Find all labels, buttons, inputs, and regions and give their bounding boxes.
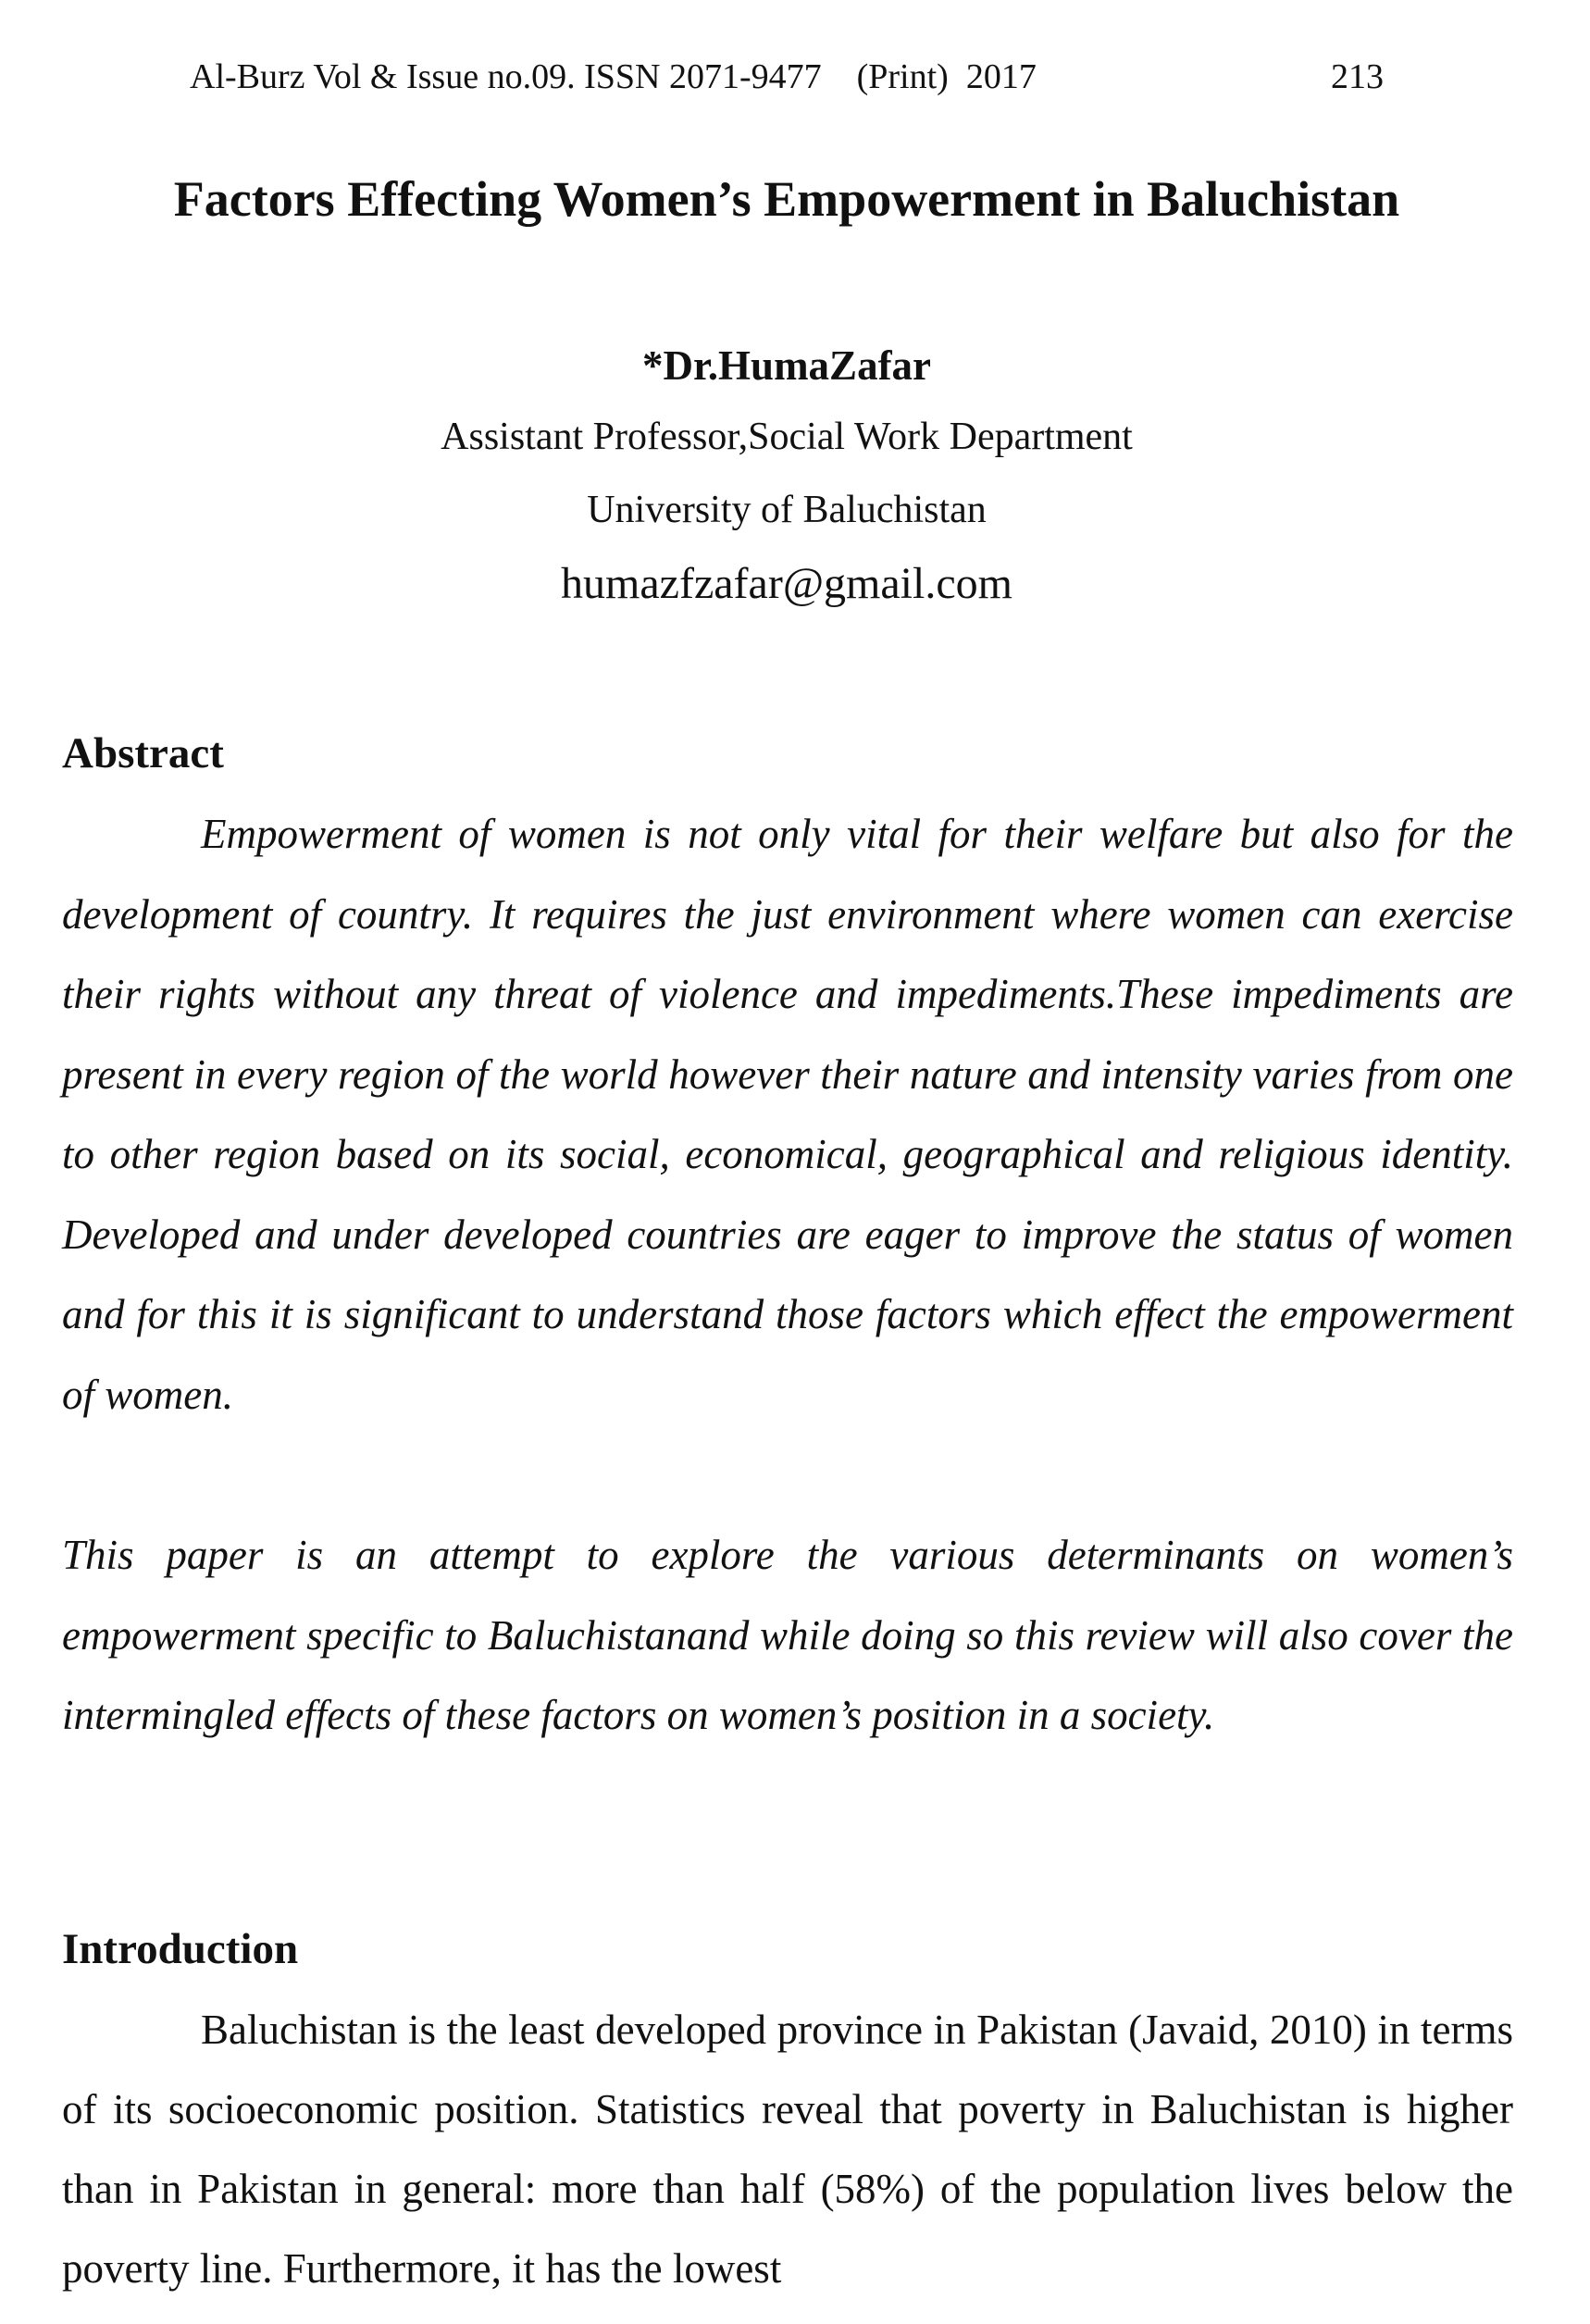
author-institution: University of Baluchistan <box>587 489 987 531</box>
abstract-heading: Abstract <box>62 729 224 777</box>
running-header <box>190 54 1384 100</box>
page-number: 213 <box>1331 57 1384 96</box>
abstract-paragraph: This paper is an attempt to explore the various determinants on women’s empowerment specific to Baluchistanand while doing so this review will also cover the intermingled effects of these factors on women’s position in a society. <box>62 1532 1513 1738</box>
author-email: humazfzafar@gmail.com <box>561 559 1012 608</box>
paper-title: Factors Effecting Women’s Empowerment in Baluchistan <box>173 171 1400 227</box>
abstract-paragraph: Empowerment of women is not only vital for their welfare but also for the development of country. It requires the just environment where women can exercise their rights without any threat of violence and impediments.These impediments are present in every region of the world however their nature and intensity varies from one to other region based on its social, economical, geographical and religious identity. Developed and under developed countries are eager to improve the status of women and for this it is significant to understand those factors which effect the empowerment of women. <box>62 811 1513 1418</box>
author-position: Assistant Professor,Social Work Department <box>441 416 1133 458</box>
introduction-heading: Introduction <box>62 1925 299 1973</box>
author-block <box>148 338 1425 621</box>
introduction-paragraph: Baluchistan is the least developed province in Pakistan (Javaid, 2010) in terms of its socioeconomic position. Statistics reveal that poverty in Baluchistan is higher than in Pakistan in general: more than half (58%) of the population lives below the poverty line. Furthermore, it has the lowest <box>62 2007 1513 2292</box>
journal-citation: Al-Burz Vol & Issue no.09. ISSN 2071-9477 (Print) 2017 <box>190 57 1037 96</box>
author-name: *Dr.HumaZafar <box>641 342 932 389</box>
